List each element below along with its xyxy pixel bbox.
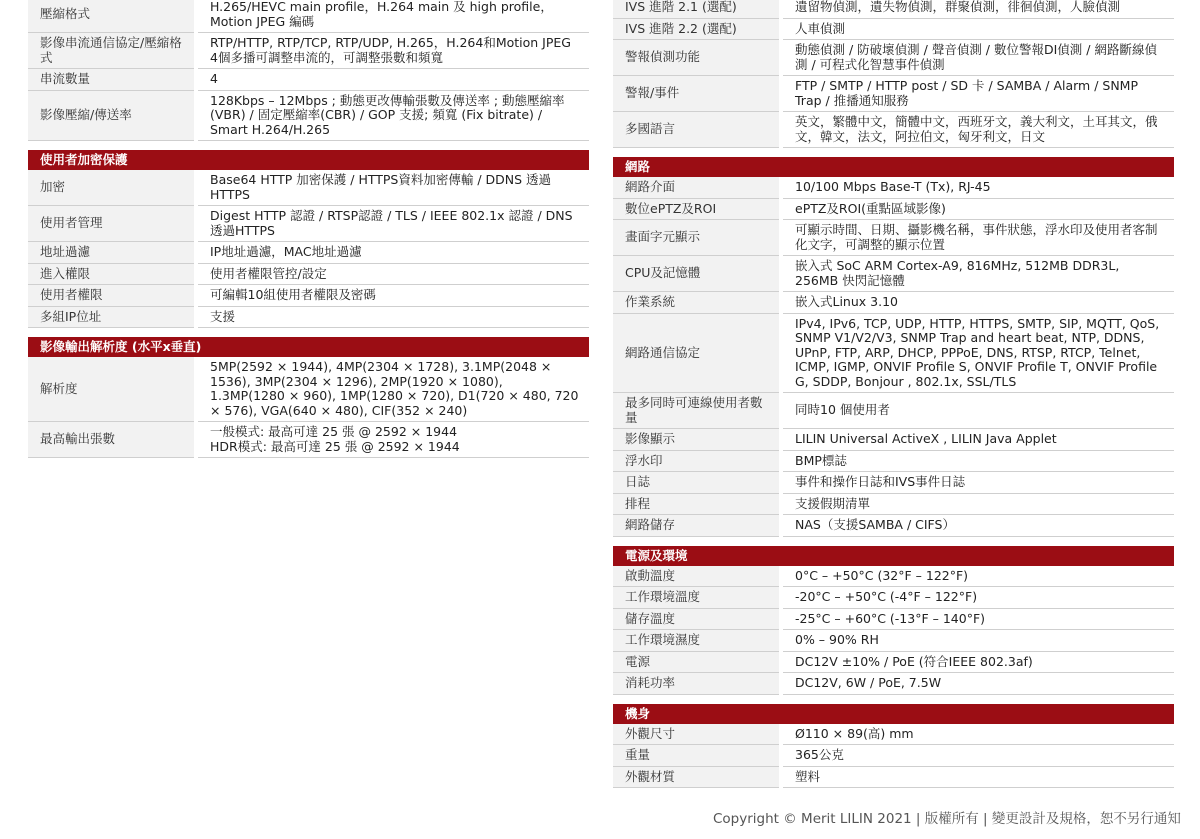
spec-row — [28, 90, 589, 141]
spec-value: 可顯示時間、日期、攝影機名稱，事件狀態，浮水印及使用者客制化文字，可調整的顯示位置 — [781, 220, 1174, 256]
spec-row — [28, 170, 589, 206]
spec-value: 使用者權限管控/設定 — [196, 263, 589, 285]
spec-label: 電源 — [613, 651, 781, 673]
spec-value: DC12V, 6W / PoE, 7.5W — [781, 673, 1174, 695]
spec-row — [613, 220, 1174, 256]
spec-label: 進入權限 — [28, 263, 196, 285]
spec-section — [28, 337, 589, 458]
spec-label: 浮水印 — [613, 450, 781, 472]
section-title: 影像輸出解析度 (水平x垂直) — [28, 337, 589, 357]
spec-value: FTP / SMTP / HTTP post / SD 卡 / SAMBA / Alarm / SNMP Trap / 推播通知服務 — [781, 76, 1174, 112]
spec-row — [613, 18, 1174, 40]
copyright-footer: Copyright © Merit LILIN 2021 | 版權所有 | 變更設計及規格，恕不另行通知 — [713, 811, 1181, 827]
spec-value: BMP標誌 — [781, 450, 1174, 472]
spec-row — [613, 673, 1174, 695]
spec-table — [613, 566, 1174, 695]
spec-label: 外觀材質 — [613, 766, 781, 788]
spec-row — [613, 256, 1174, 292]
section-title: 電源及環境 — [613, 546, 1174, 566]
spec-section — [613, 704, 1174, 789]
spec-value: 一般模式: 最高可達 25 張 @ 2592 × 1944 HDR模式: 最高可達 25 張 @ 2592 × 1944 — [196, 422, 589, 458]
spec-label: 影像壓縮/傳送率 — [28, 90, 196, 141]
section-title: 機身 — [613, 704, 1174, 724]
spec-label: 重量 — [613, 745, 781, 767]
spec-value: IPv4, IPv6, TCP, UDP, HTTP, HTTPS, SMTP, SIP, MQTT, QoS, SNMP V1/V2/V3, SNMP Trap and heart beat, NTP, DDNS, UPnP, FTP, ARP, DHCP, PPPoE, DNS, RTSP, RTCP, Telnet, ICMP, IGMP, ONVIF Profile S, ONVIF Profile T, ONVIF Profile G, SDDP, Bonjour , 802.1x, SSL/TLS — [781, 313, 1174, 393]
spec-label: 壓縮格式 — [28, 0, 196, 33]
spec-row — [613, 112, 1174, 148]
spec-label: 工作環境溫度 — [613, 587, 781, 609]
spec-value: 可編輯10組使用者權限及密碼 — [196, 285, 589, 307]
section-title: 使用者加密保護 — [28, 150, 589, 170]
spec-label: 使用者管理 — [28, 206, 196, 242]
spec-label: 警報偵測功能 — [613, 40, 781, 76]
spec-row — [28, 285, 589, 307]
spec-value: 同時10 個使用者 — [781, 393, 1174, 429]
spec-label: 網路儲存 — [613, 515, 781, 537]
spec-row — [613, 630, 1174, 652]
spec-value: -20°C – +50°C (-4°F – 122°F) — [781, 587, 1174, 609]
spec-table — [28, 0, 589, 141]
spec-value: H.265/HEVC main profile，H.264 main 及 high profile，Motion JPEG 編碼 — [196, 0, 589, 33]
spec-value: Digest HTTP 認證 / RTSP認證 / TLS / IEEE 802.1x 認證 / DNS 透過HTTPS — [196, 206, 589, 242]
spec-label: 消耗功率 — [613, 673, 781, 695]
spec-label: 網路通信協定 — [613, 313, 781, 393]
spec-section — [613, 0, 1174, 148]
spec-row — [28, 242, 589, 264]
spec-table — [613, 724, 1174, 789]
spec-label: IVS 進階 2.1 (選配) — [613, 0, 781, 18]
spec-value: 事件和操作日誌和IVS事件日誌 — [781, 472, 1174, 494]
spec-row — [28, 306, 589, 328]
spec-row — [613, 177, 1174, 198]
spec-value: IP地址過濾，MAC地址過濾 — [196, 242, 589, 264]
spec-label: 作業系統 — [613, 292, 781, 314]
spec-label: 解析度 — [28, 357, 196, 422]
spec-label: 數位ePTZ及ROI — [613, 198, 781, 220]
spec-value: -25°C – +60°C (-13°F – 140°F) — [781, 608, 1174, 630]
spec-row — [613, 724, 1174, 745]
spec-section — [28, 0, 589, 141]
spec-value: Ø110 × 89(高) mm — [781, 724, 1174, 745]
spec-section — [28, 150, 589, 328]
spec-label: 日誌 — [613, 472, 781, 494]
spec-value: NAS（支援SAMBA / CIFS） — [781, 515, 1174, 537]
spec-label: 儲存溫度 — [613, 608, 781, 630]
spec-value: 英文，繁體中文，簡體中文，西班牙文，義大利文，土耳其文，俄文，韓文，法文，阿拉伯文，匈牙利文，日文 — [781, 112, 1174, 148]
spec-value: 0% – 90% RH — [781, 630, 1174, 652]
spec-row — [613, 472, 1174, 494]
spec-label: 網路介面 — [613, 177, 781, 198]
spec-row — [613, 566, 1174, 587]
spec-value: RTP/HTTP, RTP/TCP, RTP/UDP, H.265，H.264和Motion JPEG 4個多播可調整串流的，可調整張數和頻寬 — [196, 33, 589, 69]
spec-value: 支援 — [196, 306, 589, 328]
spec-value: Base64 HTTP 加密保護 / HTTPS資料加密傳輸 / DDNS 透過 HTTPS — [196, 170, 589, 206]
spec-row — [28, 69, 589, 91]
spec-table — [28, 357, 589, 458]
spec-label: 最高輸出張數 — [28, 422, 196, 458]
spec-row — [613, 745, 1174, 767]
spec-section — [613, 546, 1174, 695]
spec-value: LILIN Universal ActiveX , LILIN Java Applet — [781, 429, 1174, 451]
spec-label: 工作環境濕度 — [613, 630, 781, 652]
spec-label: 最多同時可連線使用者數量 — [613, 393, 781, 429]
spec-value: DC12V ±10% / PoE (符合IEEE 802.3af) — [781, 651, 1174, 673]
spec-table — [613, 177, 1174, 537]
spec-row — [613, 313, 1174, 393]
spec-value: 動態偵測 / 防破壞偵測 / 聲音偵測 / 數位警報DI偵測 / 網路斷線偵測 / 可程式化智慧事件偵測 — [781, 40, 1174, 76]
spec-value: 4 — [196, 69, 589, 91]
spec-row — [613, 292, 1174, 314]
spec-row — [613, 766, 1174, 788]
spec-value: 人車偵測 — [781, 18, 1174, 40]
spec-value: ePTZ及ROI(重點區域影像) — [781, 198, 1174, 220]
spec-label: 加密 — [28, 170, 196, 206]
spec-value: 128Kbps – 12Mbps ; 動態更改傳輸張數及傳送率 ; 動態壓縮率(VBR) / 固定壓縮率(CBR) / GOP 支援; 頻寬 (Fix bitrate) / Smart H.264/H.265 — [196, 90, 589, 141]
spec-row — [613, 587, 1174, 609]
right-spec-column — [613, 0, 1174, 797]
spec-label: 啟動溫度 — [613, 566, 781, 587]
spec-row — [28, 206, 589, 242]
spec-label: 畫面字元顯示 — [613, 220, 781, 256]
spec-row — [613, 651, 1174, 673]
spec-value: 0°C – +50°C (32°F – 122°F) — [781, 566, 1174, 587]
left-spec-column — [28, 0, 589, 467]
spec-row — [28, 33, 589, 69]
spec-value: 365公克 — [781, 745, 1174, 767]
spec-row — [613, 429, 1174, 451]
spec-label: 影像顯示 — [613, 429, 781, 451]
section-title: 網路 — [613, 157, 1174, 177]
spec-row — [613, 450, 1174, 472]
spec-value: 塑料 — [781, 766, 1174, 788]
spec-label: 串流數量 — [28, 69, 196, 91]
spec-row — [28, 263, 589, 285]
spec-value: 支援假期清單 — [781, 493, 1174, 515]
spec-row — [613, 76, 1174, 112]
spec-value: 5MP(2592 × 1944), 4MP(2304 × 1728), 3.1MP(2048 × 1536), 3MP(2304 × 1296), 2MP(1920 × 1080), 1.3MP(1280 × 960), 1MP(1280 × 720), D1(720 × 480, 720 × 576), VGA(640 × 480), CIF(352 × 240) — [196, 357, 589, 422]
spec-row — [613, 608, 1174, 630]
spec-label: 地址過濾 — [28, 242, 196, 264]
spec-value: 嵌入式 SoC ARM Cortex-A9, 816MHz, 512MB DDR3L, 256MB 快閃記憶體 — [781, 256, 1174, 292]
spec-table — [613, 0, 1174, 148]
spec-value: 嵌入式Linux 3.10 — [781, 292, 1174, 314]
spec-row — [613, 493, 1174, 515]
spec-label: 外觀尺寸 — [613, 724, 781, 745]
spec-row — [28, 357, 589, 422]
spec-label: CPU及記憶體 — [613, 256, 781, 292]
spec-row — [613, 393, 1174, 429]
spec-value: 遺留物偵測，遺失物偵測，群聚偵測，徘徊偵測，人臉偵測 — [781, 0, 1174, 18]
spec-label: 使用者權限 — [28, 285, 196, 307]
spec-label: 影像串流通信協定/壓縮格式 — [28, 33, 196, 69]
spec-label: 多組IP位址 — [28, 306, 196, 328]
spec-table — [28, 170, 589, 328]
spec-section — [613, 157, 1174, 537]
spec-row — [28, 422, 589, 458]
spec-row — [613, 515, 1174, 537]
spec-label: 警報/事件 — [613, 76, 781, 112]
spec-label: 多國語言 — [613, 112, 781, 148]
spec-row — [613, 40, 1174, 76]
spec-label: IVS 進階 2.2 (選配) — [613, 18, 781, 40]
spec-label: 排程 — [613, 493, 781, 515]
spec-value: 10/100 Mbps Base-T (Tx), RJ-45 — [781, 177, 1174, 198]
spec-row — [28, 0, 589, 33]
spec-row — [613, 0, 1174, 18]
spec-row — [613, 198, 1174, 220]
